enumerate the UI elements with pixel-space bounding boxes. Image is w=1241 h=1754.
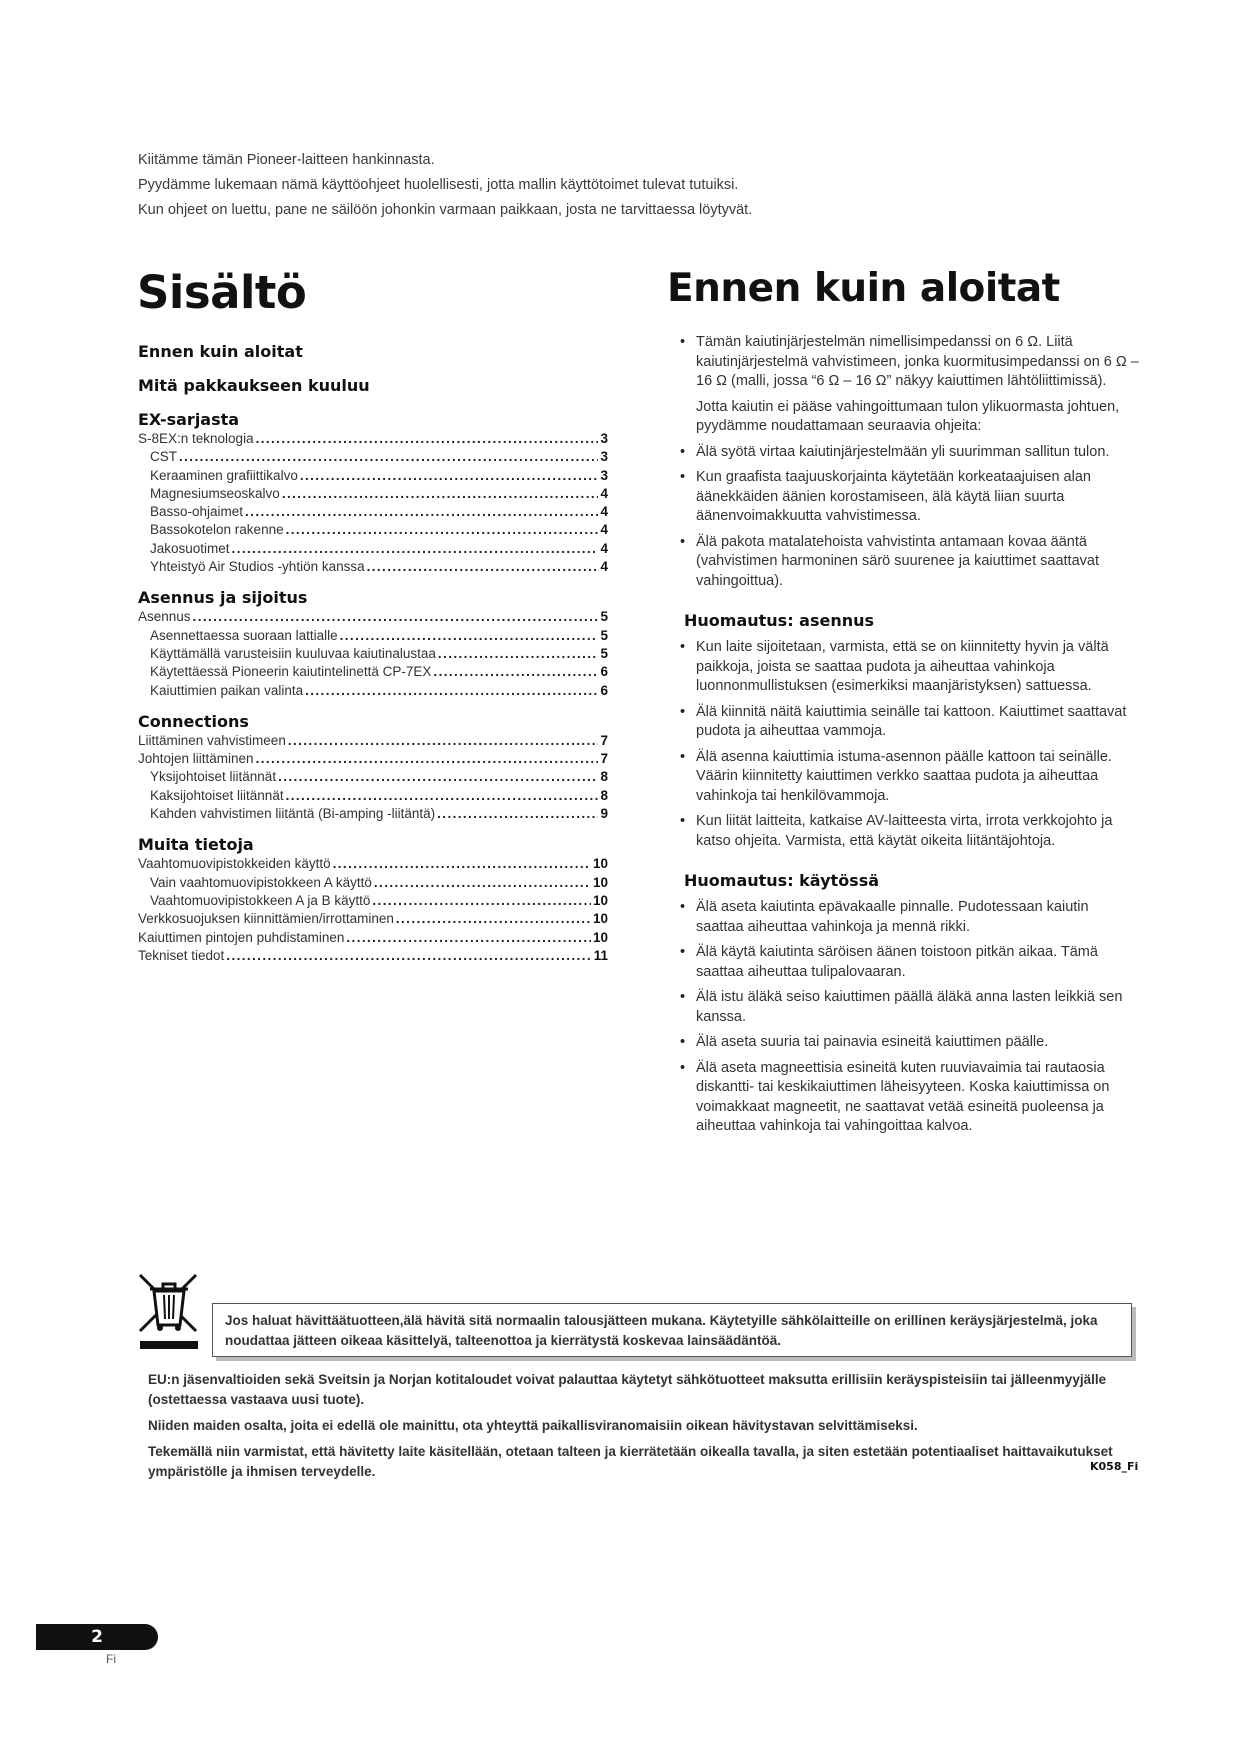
toc-dot-leader — [433, 663, 598, 681]
toc-dot-leader — [438, 645, 599, 663]
toc-entry-page: 10 — [592, 929, 608, 945]
toc-entry-label: Jakosuotimet — [150, 540, 230, 556]
toc-entry-label: Käyttämällä varusteisiin kuuluvaa kaiutinalustaa — [150, 645, 436, 661]
toc-dot-leader — [372, 892, 591, 910]
toc-entry[interactable] — [138, 627, 608, 645]
intro-line: Pyydämme lukemaan nämä käyttöohjeet huolellisesti, jotta mallin käyttötoimet tulevat tutuiksi. — [138, 177, 739, 193]
bullet-item: • Tämän kaiutinjärjestelmän nimellisimpedanssi on 6 Ω. Liitä kaiutinjärjestelmä vahvistimeen, jonka kuormitusimpedanssi on 6 Ω –16 Ω (malli, jossa “6 Ω – 16 Ω” näkyy kaiuttimen lähtöliittimissä). — [680, 334, 1139, 389]
toc-entry[interactable] — [138, 430, 608, 448]
document-code: K058_Fi — [1090, 1460, 1139, 1473]
toc-entry[interactable] — [138, 805, 608, 823]
toc-entry[interactable] — [138, 682, 608, 700]
toc-entry[interactable] — [138, 663, 608, 681]
toc-entry[interactable] — [138, 750, 608, 768]
toc-entry[interactable] — [138, 947, 608, 965]
toc-dot-leader — [256, 430, 599, 448]
toc-entry[interactable] — [138, 874, 608, 892]
toc-entry-label: Basso-ohjaimet — [150, 504, 244, 520]
toc-entry-page: 6 — [600, 664, 608, 680]
toc-dot-leader — [286, 521, 599, 539]
intro-line: Kiitämme tämän Pioneer-laitteen hankinnasta. — [138, 152, 435, 168]
toc-entry-page: 4 — [600, 504, 608, 520]
toc-entry-label: Keraaminen grafiittikalvo — [150, 467, 298, 483]
bullet-item: • Älä kiinnitä näitä kaiuttimia seinälle tai kattoon. Kaiuttimet saattavat pudota ja aiheuttaa vammoja. — [680, 703, 1127, 739]
toc-dot-leader — [286, 787, 599, 805]
toc-section-heading: Ennen kuin aloitat — [138, 342, 303, 361]
toc-entry[interactable] — [138, 608, 608, 626]
weee-paragraph: Tekemällä niin varmistat, että hävitetty laite käsitellään, otetaan talteen ja kierrätetään oikealla tavalla, ja siten estetään potentiaaliset haittavaikutukset ympäristölle ja ihmisen terveydelle. — [148, 1444, 1113, 1479]
toc-entry-label: Johtojen liittäminen — [138, 751, 254, 767]
toc-entry-label: Kaksijohtoiset liitännät — [150, 787, 284, 803]
bullet-item: • Älä käytä kaiutinta säröisen äänen toistoon pitkän aikaa. Tämä saattaa aiheuttaa tulipalovaaran. — [680, 944, 1098, 980]
toc-entry-label: Bassokotelon rakenne — [150, 522, 284, 538]
toc-entry-label: CST — [150, 449, 177, 465]
toc-dot-leader — [256, 750, 599, 768]
crossed-bin-icon — [138, 1273, 200, 1353]
toc-entry[interactable] — [138, 467, 608, 485]
toc-entry[interactable] — [138, 929, 608, 947]
toc-entry-label: Vaahtomuovipistokkeiden käyttö — [138, 856, 331, 872]
bullet-item: • Älä asenna kaiuttimia istuma-asennon päälle kattoon tai seinälle. Väärin kiinnitetty kaiuttimen verkko saattaa pudota ja aiheuttaa vahinkoja tai henkilövammoja. — [680, 748, 1112, 804]
toc-entry[interactable] — [138, 910, 608, 928]
bullet-item: • Kun graafista taajuuskorjainta käytetään korkeataajuisen alan äänekkäiden äänien korostamiseen, älä käytä liian suurta äänenvoimakkuutta vahvistimessa. — [680, 469, 1091, 524]
toc-entry[interactable] — [138, 485, 608, 503]
toc-dot-leader — [300, 467, 599, 485]
toc-entry-page: 8 — [600, 769, 608, 785]
toc-dot-leader — [396, 910, 591, 928]
toc-entry-label: Yksijohtoiset liitännät — [150, 769, 277, 785]
toc-dot-leader — [232, 540, 599, 558]
before-starting-column — [680, 333, 1140, 1143]
toc-entry[interactable] — [138, 768, 608, 786]
toc-entry-page: 3 — [600, 449, 608, 465]
toc-entry-page: 10 — [592, 874, 608, 890]
section-title-before-starting: Ennen kuin aloitat — [667, 266, 1060, 311]
bullet-item: • Älä aseta suuria tai painavia esineitä kaiuttimen päälle. — [680, 1034, 1049, 1050]
note-installation-heading: Huomautus: asennus — [684, 611, 875, 630]
toc-entry-label: Yhteistyö Air Studios -yhtiön kanssa — [150, 559, 365, 575]
toc-section-heading: Mitä pakkaukseen kuuluu — [138, 376, 370, 395]
toc-entry-label: Käytettäessä Pioneerin kaiutintelinettä CP-7EX — [150, 664, 432, 680]
toc-dot-leader — [282, 485, 599, 503]
toc-section-heading: Connections — [138, 711, 249, 731]
toc-entry-label: Kaiuttimien paikan valinta — [150, 682, 304, 698]
toc-entry-page: 6 — [600, 682, 608, 698]
toc-entry-page: 8 — [600, 787, 608, 803]
note-usage-heading: Huomautus: käytössä — [684, 871, 880, 890]
bullet-item: • Älä syötä virtaa kaiutinjärjestelmään yli suurimman sallitun tulon. — [680, 443, 1110, 460]
toc-entry-label: Magnesiumseoskalvo — [150, 485, 280, 501]
toc-entry[interactable] — [138, 448, 608, 466]
page-number-tab: 2 — [36, 1624, 158, 1650]
toc-entry-page: 5 — [600, 627, 608, 643]
toc-entry-page: 9 — [600, 806, 608, 822]
toc-entry-page: 7 — [600, 751, 608, 767]
toc-dot-leader — [245, 503, 598, 521]
toc-entry-page: 11 — [593, 947, 608, 963]
bullet-item: • Älä aseta magneettisia esineitä kuten ruuviavaimia tai rautaosia diskantti- tai keskikaiuttimen läheisyyteen. Koska kaiuttimissa on voimakkaat magneetit, ne saattavat vetää esineitä puoleensa ja aiheuttaa vahinkoja tai vahingoittaa kalvoa. — [680, 1059, 1110, 1134]
toc-entry-label: Verkkosuojuksen kiinnittämien/irrottaminen — [138, 911, 394, 927]
toc-title: Sisältö — [137, 266, 307, 319]
toc-entry-page: 5 — [600, 609, 608, 625]
toc-entry[interactable] — [138, 892, 608, 910]
toc-entry-page: 3 — [600, 467, 608, 483]
toc-entry-page: 4 — [600, 522, 608, 538]
toc-dot-leader — [278, 768, 598, 786]
toc-entry-label: Vaahtomuovipistokkeen A ja B käyttö — [150, 892, 371, 908]
weee-paragraph: EU:n jäsenvaltioiden sekä Sveitsin ja Norjan kotitaloudet voivat palauttaa käytetyt sähkötuotteet maksutta erillisiin keräyspisteisiin tai jälleenmyyjälle (ostettaessa vastaava uusi tuote). — [148, 1372, 1107, 1407]
table-of-contents — [138, 342, 608, 965]
bullet-item: • Kun laite sijoitetaan, varmista, että se on kiinnitetty hyvin ja vältä paikkoja, joista se saattaa pudota ja aiheuttaa vahinkoja luonnonmullistuksen (esimerkiksi maanjäristyksen) sattuessa. — [680, 639, 1109, 694]
toc-entry-label: Asennus — [138, 609, 191, 625]
bullet-item: • Älä istu äläkä seiso kaiuttimen päällä äläkä anna lasten leikkiä sen kanssa. — [680, 989, 1123, 1025]
intro-text — [138, 148, 1138, 223]
weee-paragraph: Niiden maiden osalta, joita ei edellä ole mainittu, ota yhteyttä paikallisviranomaisiin oikean hävitystavan selvittämiseksi. — [148, 1418, 918, 1433]
toc-dot-leader — [367, 558, 599, 576]
intro-line: Kun ohjeet on luettu, pane ne säilöön johonkin varmaan paikkaan, josta ne tarvittaessa löytyvät. — [138, 202, 753, 218]
toc-entry-page: 10 — [592, 856, 608, 872]
toc-dot-leader — [333, 855, 591, 873]
language-code: Fi — [106, 1652, 116, 1666]
bullet-item: • Älä pakota matalatehoista vahvistinta antamaan kovaa ääntä (vahvistimen harmoninen särö suurenee ja kaiuttimet saattavat vahingoittua). — [680, 533, 1099, 589]
toc-entry-page: 4 — [600, 559, 608, 575]
toc-entry-label: S-8EX:n teknologia — [138, 431, 254, 446]
toc-dot-leader — [193, 608, 599, 626]
toc-entry-page: 10 — [592, 892, 608, 908]
toc-dot-leader — [305, 682, 598, 700]
weee-text — [148, 1370, 1138, 1488]
toc-entry[interactable] — [138, 558, 608, 576]
toc-dot-leader — [179, 448, 598, 466]
toc-entry-page: 4 — [600, 485, 608, 501]
toc-dot-leader — [226, 947, 591, 965]
toc-entry-label: Vain vaahtomuovipistokkeen A käyttö — [150, 874, 372, 890]
note-paragraph: Jotta kaiutin ei pääse vahingoittumaan tulon ylikuormasta johtuen, pyydämme noudattamaan seuraavia ohjeita: — [696, 398, 1120, 434]
toc-dot-leader — [288, 732, 599, 750]
bullet-item: • Kun liität laitteita, katkaise AV-laitteesta virta, irrota verkkojohto ja katso ohjeita. Varmista, että käytät oikeita liitäntäjohtoja. — [680, 813, 1113, 849]
toc-entry-label: Kaiuttimen pintojen puhdistaminen — [138, 929, 345, 945]
toc-entry[interactable] — [138, 732, 608, 750]
toc-section-heading: Muita tietoja — [138, 835, 254, 855]
toc-entry-label: Asennettaessa suoraan lattialle — [150, 627, 338, 643]
toc-section-heading: EX-sarjasta — [138, 410, 240, 429]
toc-entry-page: 5 — [600, 645, 608, 661]
toc-entry-page: 4 — [600, 540, 608, 556]
toc-entry[interactable] — [138, 503, 608, 521]
toc-dot-leader — [340, 627, 599, 645]
toc-entry[interactable] — [138, 855, 608, 873]
toc-dot-leader — [374, 874, 591, 892]
toc-entry[interactable] — [138, 645, 608, 663]
weee-notice-box: Jos haluat hävittäätuotteen,älä hävitä sitä normaalin talousjätteen mukana. Käytetyille sähkölaitteille on erillinen keräysjärjestelmä, joka noudattaa jätteen oikeaa käsittelyä, talteenottoa ja kierrätystä koskevaa lainsäädäntöä. — [212, 1303, 1132, 1357]
bullet-item: • Älä aseta kaiutinta epävakaalle pinnalle. Pudotessaan kaiutin saattaa aiheuttaa vahinkoja ja mennä rikki. — [680, 899, 1089, 935]
toc-entry-page: 7 — [600, 732, 608, 748]
toc-section-heading: Asennus ja sijoitus — [138, 588, 308, 608]
toc-entry-label: Kahden vahvistimen liitäntä (Bi-amping -liitäntä) — [150, 806, 436, 822]
toc-entry-page: 10 — [592, 911, 608, 927]
toc-dot-leader — [346, 929, 591, 947]
toc-entry[interactable] — [138, 787, 608, 805]
toc-entry-label: Liittäminen vahvistimeen — [138, 732, 286, 748]
toc-dot-leader — [437, 805, 598, 823]
toc-entry-page: 3 — [600, 431, 608, 446]
toc-entry-label: Tekniset tiedot — [138, 947, 225, 963]
toc-entry[interactable] — [138, 521, 608, 539]
toc-entry[interactable] — [138, 540, 608, 558]
